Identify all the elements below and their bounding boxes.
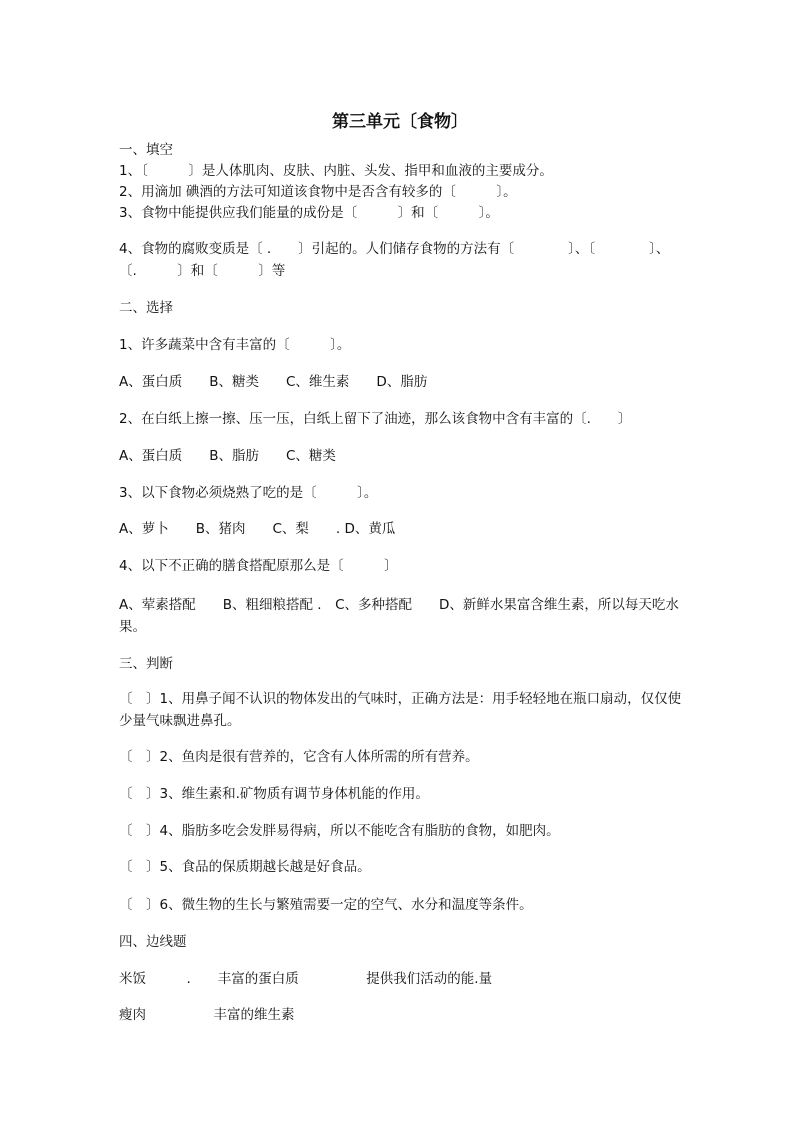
section-heading: 一、填空 <box>119 142 173 158</box>
answer-options: A、蛋白质 B、糖类 C、维生素 D、脂肪 <box>119 374 428 390</box>
page-title: 第三单元〔食物〕 <box>332 112 468 132</box>
judgment-item: 〔 〕3、维生素和.矿物质有调节身体机能的作用。 <box>119 786 429 802</box>
judgment-item: 〔 〕2、鱼肉是很有营养的，它含有人体所需的所有营养。 <box>119 749 479 765</box>
question-text: 1、〔 〕是人体肌肉、皮肤、内脏、头发、指甲和血液的主要成分。 <box>119 163 553 179</box>
question-text: 3、食物中能提供应我们能量的成份是〔 〕和〔 〕。 <box>119 205 499 221</box>
question-text: 2、在白纸上擦一擦、压一压，白纸上留下了油迹，那么该食物中含有丰富的〔. 〕 <box>119 411 632 427</box>
question-text: 2、用滴加 碘酒的方法可知道该食物中是否含有较多的〔 〕。 <box>119 184 517 200</box>
matching-row: 瘦肉 丰富的维生素 <box>119 1007 295 1023</box>
section-heading: 三、判断 <box>119 656 173 672</box>
question-text: 1、许多蔬菜中含有丰富的〔 〕。 <box>119 337 351 353</box>
answer-options: A、蛋白质 B、脂肪 C、糖类 <box>119 448 336 464</box>
section-heading: 二、选择 <box>119 300 173 316</box>
answer-options: A、荤素搭配 B、粗细粮搭配 . C、多种搭配 D、新鲜水果富含维生素，所以每天吃水果。 <box>119 597 679 635</box>
answer-options: A、萝卜 B、猪肉 C、梨 . D、黄瓜 <box>119 521 396 537</box>
judgment-item: 〔 〕1、用鼻子闻不认识的物体发出的气味时，正确方法是：用手轻轻地在瓶口扇动，仅仅使少量气味飘进鼻孔。 <box>119 691 682 729</box>
question-text: 4、以下不正确的膳食搭配原那么是〔 〕 <box>119 558 398 574</box>
question-text: 3、以下食物必须烧熟了吃的是〔 〕。 <box>119 485 378 501</box>
judgment-item: 〔 〕6、微生物的生长与繁殖需要一定的空气、水分和温度等条件。 <box>119 897 533 913</box>
judgment-item: 〔 〕4、脂肪多吃会发胖易得病，所以不能吃含有脂肪的食物，如肥肉。 <box>119 823 560 839</box>
judgment-item: 〔 〕5、食品的保质期越长越是好食品。 <box>119 859 371 875</box>
question-text: 4、食物的腐败变质是〔 . 〕引起的。人们储存食物的方法有〔 〕、〔 〕、〔. 〕和〔 〕等 <box>119 241 670 279</box>
matching-row: 米饭 . 丰富的蛋白质 提供我们活动的能.量 <box>119 971 493 987</box>
section-heading: 四、边线题 <box>119 934 187 950</box>
